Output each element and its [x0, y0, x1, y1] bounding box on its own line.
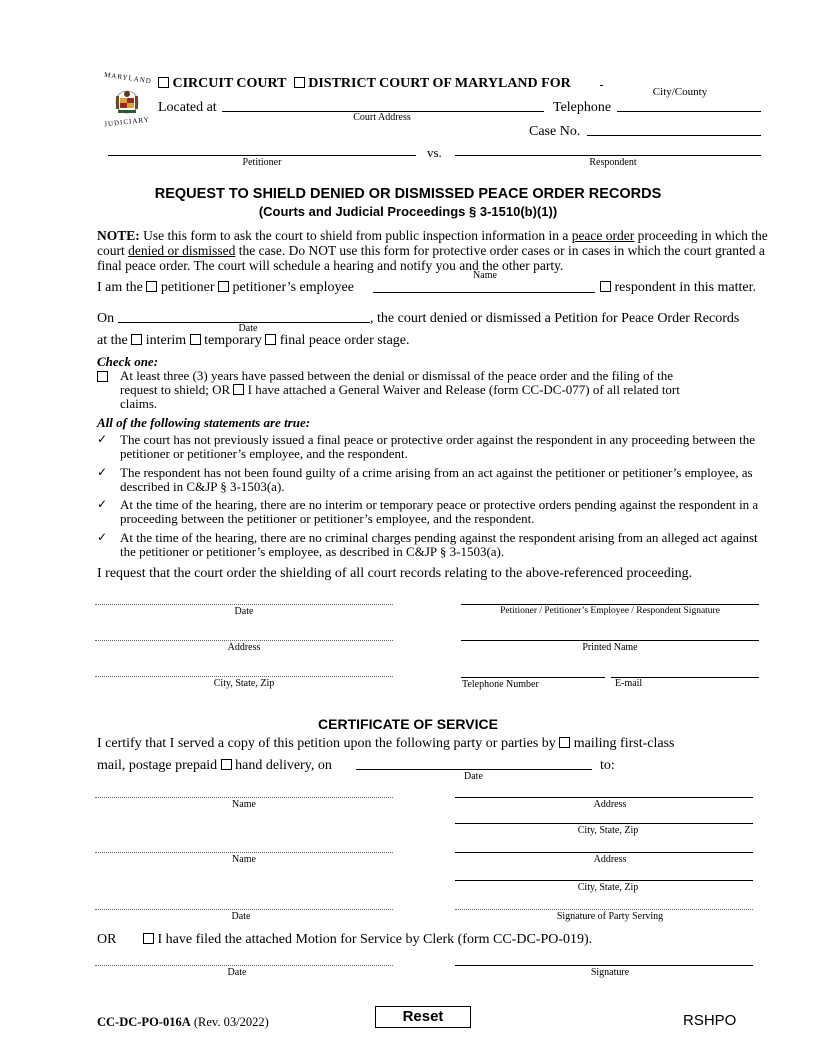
- hand-delivery-checkbox[interactable]: [221, 759, 232, 770]
- statement-3: At the time of the hearing, there are no interim or temporary peace or protective orders pending against the respondent in a proceeding between the petitioner or petitioner’s employee, and the respondent.: [120, 497, 759, 526]
- printed-name-field[interactable]: [461, 640, 759, 641]
- circuit-court-label: CIRCUIT COURT: [172, 76, 287, 91]
- form-id: [97, 1015, 269, 1029]
- petitioner-option-label: petitioner: [160, 280, 215, 295]
- mailing-label: mailing first-class: [573, 736, 675, 751]
- city-county-caption: City/County: [652, 86, 708, 98]
- note-paragraph: [97, 228, 773, 273]
- form-number: CC-DC-PO-016A: [97, 1015, 191, 1029]
- filer-address-field[interactable]: [95, 640, 393, 641]
- city-county-field[interactable]: [600, 85, 603, 86]
- hand-delivery-label: hand delivery, on: [235, 758, 332, 773]
- printed-name-caption: Printed Name: [582, 642, 638, 653]
- telephone-label: Telephone: [553, 100, 612, 115]
- court-selection-row: [158, 76, 571, 92]
- statements-label: All of the following statements are true:: [97, 415, 311, 430]
- motion-signature-field[interactable]: [455, 965, 753, 966]
- circuit-court-checkbox[interactable]: [158, 77, 169, 88]
- filer-name-field[interactable]: [373, 292, 595, 293]
- three-years-checkbox[interactable]: [97, 371, 108, 382]
- filer-city-state-zip-caption: City, State, Zip: [213, 678, 275, 689]
- note-label: NOTE:: [97, 228, 140, 243]
- party1-address-field[interactable]: [455, 797, 753, 798]
- to-label: to:: [600, 758, 615, 773]
- form-subtitle: (Courts and Judicial Proceedings § 3-1510(b)(1)): [258, 204, 558, 219]
- petitioner-checkbox[interactable]: [146, 281, 157, 292]
- vs-label: vs.: [427, 145, 442, 160]
- note-text-1: Use this form to ask the court to shield from public inspection information in a: [139, 228, 572, 243]
- three-years-line-2: [120, 383, 770, 397]
- email-caption: E-mail: [615, 678, 643, 689]
- temporary-label: temporary: [204, 333, 262, 348]
- motion-row: [143, 932, 592, 948]
- party1-city-state-zip-field[interactable]: [455, 823, 753, 824]
- waiver-label: I have attached a General Waiver and Release (form CC-DC-077) of all related tort: [247, 382, 680, 397]
- three-years-line-3: claims.: [120, 396, 158, 411]
- respondent-option: [600, 280, 756, 296]
- motion-signature-caption: Signature: [590, 967, 630, 978]
- motion-label: I have filed the attached Motion for Service by Clerk (form CC-DC-PO-019).: [157, 932, 593, 947]
- party1-address-caption: Address: [593, 799, 627, 810]
- respondent-option-label: respondent in this matter.: [614, 280, 757, 295]
- on-label: On: [97, 311, 115, 326]
- party2-city-state-zip-field[interactable]: [455, 880, 753, 881]
- request-statement: I request that the court order the shielding of all court records relating to the above-referenced proceeding.: [97, 566, 693, 581]
- party2-city-state-zip-caption: City, State, Zip: [577, 882, 639, 893]
- district-court-checkbox[interactable]: [294, 77, 305, 88]
- note-denied-dismissed: denied or dismissed: [128, 243, 236, 258]
- maryland-judiciary-seal: [98, 72, 156, 130]
- three-years-line-1: At least three (3) years have passed between the denial or dismissal of the peace order and the filing of the: [120, 368, 674, 383]
- service-date-field[interactable]: [356, 769, 592, 770]
- employee-checkbox[interactable]: [218, 281, 229, 292]
- form-code: RSHPO: [683, 1012, 737, 1029]
- petitioner-caption: Petitioner: [242, 157, 282, 168]
- denial-date-caption: Date: [238, 323, 258, 334]
- checkmark-icon: ✓: [97, 432, 108, 446]
- certificate-title: CERTIFICATE OF SERVICE: [318, 716, 498, 732]
- service-date-caption: Date: [464, 771, 483, 782]
- checkmark-icon: ✓: [97, 497, 108, 511]
- mailing-checkbox[interactable]: [559, 737, 570, 748]
- stage-row: [97, 333, 410, 349]
- waiver-checkbox[interactable]: [233, 384, 244, 395]
- certify-row-2: [97, 758, 332, 774]
- party1-city-state-zip-caption: City, State, Zip: [577, 825, 639, 836]
- statement-4: At the time of the hearing, there are no criminal charges pending against the respondent arising from an alleged act against the petitioner or petitioner’s employee, as described in C&JP § 3-1503(a).: [120, 530, 758, 559]
- form-title: REQUEST TO SHIELD DENIED OR DISMISSED PEACE ORDER RECORDS: [154, 186, 662, 202]
- note-text-2: proceeding in which the court: [97, 228, 768, 258]
- serving-signature-caption: Signature of Party Serving: [556, 911, 664, 922]
- name-caption: Name: [473, 270, 497, 281]
- reset-button[interactable]: Reset: [375, 1006, 471, 1028]
- party1-name-field[interactable]: [95, 797, 393, 798]
- filer-address-caption: Address: [227, 642, 261, 653]
- party1-name-caption: Name: [232, 799, 256, 810]
- interim-checkbox[interactable]: [131, 334, 142, 345]
- certify-row-1: [97, 736, 674, 752]
- temporary-checkbox[interactable]: [190, 334, 201, 345]
- serving-date-caption: Date: [231, 911, 251, 922]
- respondent-field[interactable]: [455, 155, 761, 156]
- or-label: OR: [97, 932, 117, 947]
- respondent-caption: Respondent: [589, 157, 637, 168]
- interim-label: interim: [145, 333, 187, 348]
- filer-date-caption: Date: [234, 606, 254, 617]
- case-no-field[interactable]: [587, 135, 761, 136]
- court-address-caption: Court Address: [353, 112, 411, 123]
- petitioner-field[interactable]: [108, 155, 416, 156]
- serving-signature-field[interactable]: [455, 909, 753, 910]
- denied-dismissed-text: , the court denied or dismissed a Petition for Peace Order Records: [370, 311, 740, 326]
- statement-1: The court has not previously issued a final peace or protective order against the respondent in any proceeding between the petitioner or petitioner’s employee, and the respondent.: [120, 432, 755, 461]
- final-checkbox[interactable]: [265, 334, 276, 345]
- filer-signature-caption: Petitioner / Petitioner’s Employee / Respondent Signature: [500, 606, 720, 616]
- final-label: final peace order stage.: [279, 333, 410, 348]
- checkmark-icon: ✓: [97, 465, 108, 479]
- telephone-number-caption: Telephone Number: [462, 679, 539, 690]
- certify-text: I certify that I served a copy of this petition upon the following party or parties by: [97, 736, 556, 751]
- motion-date-caption: Date: [227, 967, 247, 978]
- filer-city-state-zip-field[interactable]: [95, 676, 393, 677]
- postage-text: mail, postage prepaid: [97, 758, 218, 773]
- filer-date-field[interactable]: [95, 604, 393, 605]
- three-years-option: [97, 368, 108, 386]
- checkmark-icon: ✓: [97, 530, 108, 544]
- check-one-label: Check one:: [97, 354, 159, 369]
- party2-address-caption: Address: [593, 854, 627, 865]
- party2-address-field[interactable]: [455, 852, 753, 853]
- serving-date-field[interactable]: [95, 909, 393, 910]
- party2-name-field[interactable]: [95, 852, 393, 853]
- request-to-shield-or: request to shield; OR: [120, 382, 231, 397]
- note-peace-order: peace order: [571, 228, 635, 243]
- located-at-label: Located at: [158, 100, 217, 115]
- filer-telephone-field[interactable]: [461, 677, 605, 678]
- statement-2: The respondent has not been found guilty of a crime arising from an act against the petitioner or petitioner’s employee, as described in C&JP § 3-1503(a).: [120, 465, 753, 494]
- district-court-label: DISTRICT COURT OF MARYLAND FOR: [308, 76, 571, 91]
- case-no-label: Case No.: [529, 124, 581, 139]
- employee-option-label: petitioner’s employee: [232, 280, 354, 295]
- seal-bottom-text: JUDICIARY: [103, 115, 151, 129]
- form-revision: (Rev. 03/2022): [190, 1015, 269, 1029]
- motion-date-field[interactable]: [95, 965, 393, 966]
- motion-checkbox[interactable]: [143, 933, 154, 944]
- court-telephone-field[interactable]: [617, 111, 761, 112]
- i-am-label: I am the: [97, 280, 143, 295]
- filer-signature-field[interactable]: [461, 604, 759, 605]
- at-the-label: at the: [97, 333, 128, 348]
- seal-top-text: MARYLAND: [103, 70, 153, 86]
- party2-name-caption: Name: [232, 854, 256, 865]
- respondent-checkbox[interactable]: [600, 281, 611, 292]
- note-text-3: the case. Do NOT use this form for protective order cases or in cases in which the court granted a final peace order. The court will schedule a hearing and notify you and the other party.: [97, 243, 765, 273]
